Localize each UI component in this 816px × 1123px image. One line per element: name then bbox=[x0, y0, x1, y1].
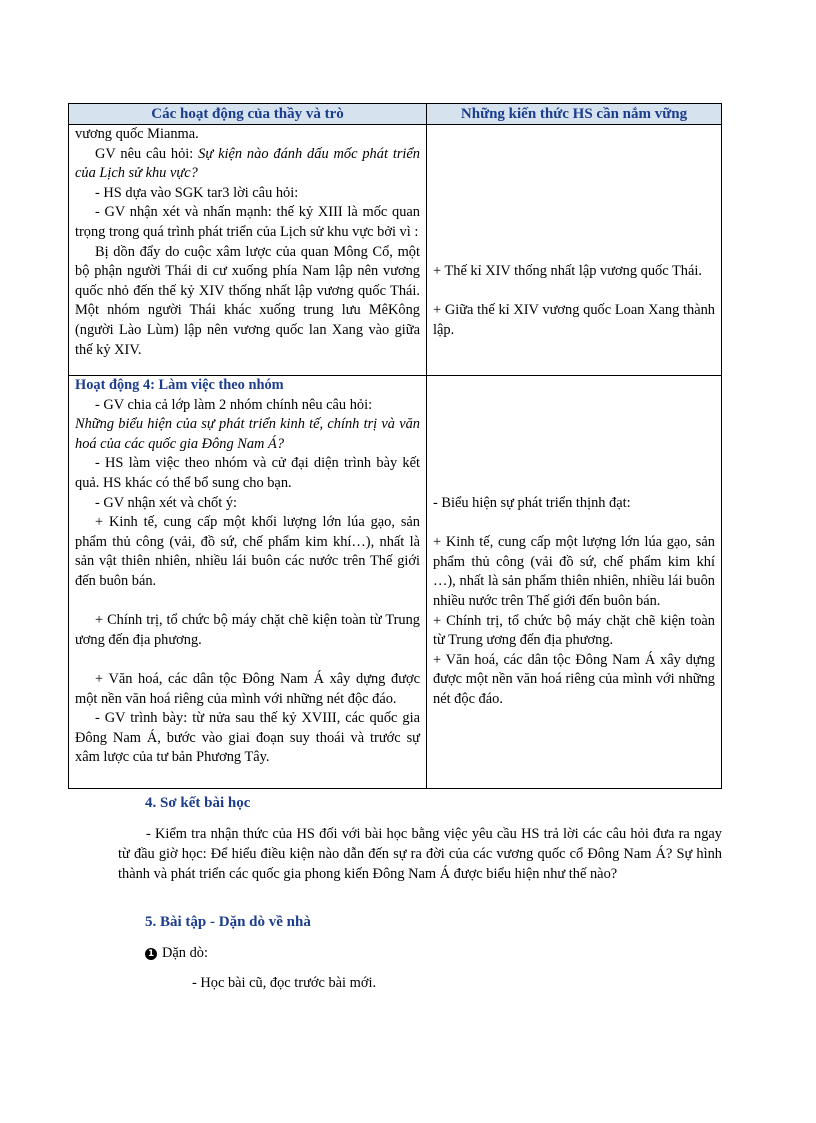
development-intro: - Biểu hiện sự phát triển thịnh đạt: bbox=[433, 495, 631, 511]
group-question: Những biểu hiện của sự phát triển kinh tế, chính trị và văn hoá của các quốc gia Đông Nam Á? bbox=[75, 416, 420, 452]
activity-heading: Hoạt động 4: Làm việc theo nhóm bbox=[75, 377, 284, 393]
question-text: Sự kiện nào đánh dấu mốc phát triển của Lịch sử khu vực? bbox=[75, 145, 420, 182]
homework-label-line bbox=[145, 945, 208, 962]
culture-point: + Văn hoá, các dân tộc Đông Nam Á xây dựng được một nền văn hoá riêng của mình với những nét độc đáo. bbox=[75, 670, 420, 707]
hs-work: - HS làm việc theo nhóm và cử đại diện trình bày kết quả. HS khác có thể bổ sung cho bạn. bbox=[75, 455, 420, 491]
row2-left-cell bbox=[69, 376, 427, 789]
homework-label: Dặn dò: bbox=[162, 945, 208, 961]
header-activities: Các hoạt động của thầy và trò bbox=[69, 104, 427, 125]
gv-conclude: - GV nhận xét và chốt ý: bbox=[95, 494, 238, 511]
knowledge-lanxang: + Giữa thế kỉ XIV vương quốc Loan Xang thành lập. bbox=[433, 302, 715, 338]
politics-knowledge: + Chính trị, tổ chức bộ máy chặt chẽ kiện toàn từ Trung ương đến địa phương. bbox=[433, 612, 715, 649]
politics-point: + Chính trị, tổ chức bộ máy chặt chẽ kiện toàn từ Trung ương đến địa phương. bbox=[75, 612, 420, 648]
economy-knowledge: + Kinh tế, cung cấp một lượng lớn lúa gạo, sản phẩm thủ công (vải đồ sứ, chế phẩm kim khí …), nhất là sản phẩm thiên nhiên, nhiều lái buôn nhiều nước trên Thế giới đến buôn bán. bbox=[433, 534, 715, 609]
summary-text: - Kiểm tra nhận thức của HS đối với bài học bằng việc yêu cầu HS trả lời các câu hỏi đưa ra ngay từ đầu giờ học: Để hiểu điều kiện nào dẫn đến sự ra đời của các vương quốc cổ Đông Nam Á? Sự hình thành và phát triển các quốc gia phong kiến Đông Nam Á được biểu hiện như thế nào? bbox=[118, 826, 722, 882]
row1-left-cell bbox=[69, 125, 427, 376]
question-lead: GV nêu câu hỏi: bbox=[95, 145, 199, 162]
explanation: Bị dồn đẩy do cuộc xâm lược của quan Mông Cổ, một bộ phận người Thái di cư xuống phía Nam lập nên vương quốc nhỏ đến thế kỷ XIV thống nhất lập vương quốc Thái. Một nhóm người Thái khác xuống trung lưu MêKông (người Lào Lùm) lập nên vương quốc lan Xang vào giữa thế kỷ XIV. bbox=[75, 243, 420, 358]
homework-item: - Học bài cũ, đọc trước bài mới. bbox=[192, 975, 377, 991]
culture-knowledge: + Văn hoá, các dân tộc Đông Nam Á xây dựng được một nền văn hoá riêng của mình với những nét độc đáo. bbox=[433, 651, 715, 707]
row2-right-cell bbox=[427, 376, 722, 789]
text-line: vương quốc Mianma. bbox=[75, 126, 199, 142]
gv-emphasis: - GV nhận xét và nhấn mạnh: thế kỷ XIII là mốc quan trọng trong quá trình phát triển của Lịch sử khu vực bởi vì : bbox=[75, 204, 420, 240]
lesson-table bbox=[68, 103, 722, 789]
gv-question bbox=[75, 145, 420, 184]
economy-point: + Kinh tế, cung cấp một khối lượng lớn lúa gạo, sản phẩm thủ công (vải, đồ sứ, chế phẩm kim khí…), nhất là sản vật thiên nhiên, nhiều lái buôn các nước trên Thế giới đến buôn bán. bbox=[75, 514, 420, 589]
summary-heading: 4. Sơ kết bài học bbox=[145, 795, 251, 811]
hs-answer: - HS dựa vào SGK tar3 lời câu hỏi: bbox=[95, 184, 299, 201]
knowledge-thai: + Thế kỉ XIV thống nhất lập vương quốc Thái. bbox=[433, 263, 702, 279]
header-knowledge: Những kiến thức HS cần nắm vững bbox=[427, 104, 722, 125]
gv-intro: - GV chia cả lớp làm 2 nhóm chính nêu câu hỏi: bbox=[95, 396, 373, 413]
row1-right-cell bbox=[427, 125, 722, 376]
numbered-bullet-icon: 1 bbox=[145, 948, 157, 960]
gv-present: - GV trình bày: từ nửa sau thế kỷ XVIII, các quốc gia Đông Nam Á, bước vào giai đoạn suy thoái và trước sự xâm lược của tư bản Phương Tây. bbox=[75, 710, 420, 766]
homework-heading: 5. Bài tập - Dặn dò về nhà bbox=[145, 914, 311, 930]
